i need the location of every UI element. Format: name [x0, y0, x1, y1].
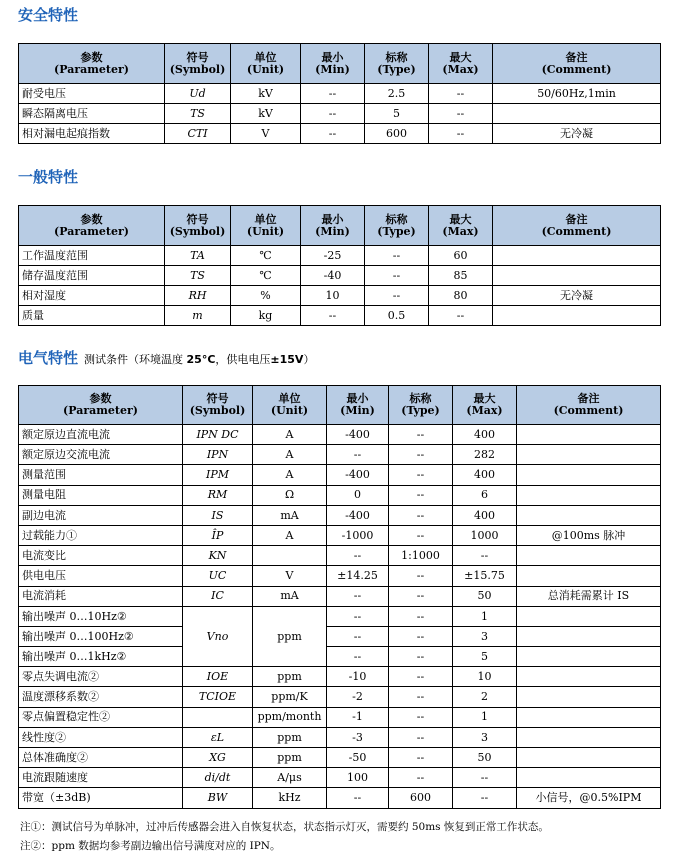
- cell-parameter: 瞬态隔离电压: [19, 104, 165, 124]
- cell-comment: [517, 606, 661, 626]
- cell-max: 282: [453, 445, 517, 465]
- cell-unit: [253, 546, 327, 566]
- header-type: [365, 206, 429, 246]
- cell-max: --: [429, 104, 493, 124]
- cell-min: -25: [301, 246, 365, 266]
- cell-parameter: 过载能力①: [19, 525, 183, 545]
- cell-symbol: Ud: [165, 84, 231, 104]
- table-row: [19, 246, 661, 266]
- table-row: [19, 748, 661, 768]
- cell-max: 1: [453, 606, 517, 626]
- header-symbol-zh: 符号: [186, 212, 209, 226]
- header-max-en: (Max): [442, 62, 479, 76]
- cell-type: --: [389, 626, 453, 646]
- cell-comment: [517, 566, 661, 586]
- cell-unit: mA: [253, 586, 327, 606]
- cell-type: --: [365, 266, 429, 286]
- header-min: [301, 44, 365, 84]
- cell-parameter: 测量电阻: [19, 485, 183, 505]
- header-type-en: (Type): [377, 224, 416, 238]
- cell-symbol: di/dt: [183, 768, 253, 788]
- cell-type: 0.5: [365, 306, 429, 326]
- header-symbol: [165, 44, 231, 84]
- header-type-zh: 标称: [385, 50, 408, 64]
- cell-type: 2.5: [365, 84, 429, 104]
- header-comment-en: (Comment): [541, 62, 612, 76]
- cell-symbol: KN: [183, 546, 253, 566]
- header-max: [429, 206, 493, 246]
- header-unit: [231, 206, 301, 246]
- cell-unit: ppm: [253, 606, 327, 667]
- header-type: [389, 386, 453, 425]
- header-min-en: (Min): [340, 404, 375, 417]
- cell-symbol: m: [165, 306, 231, 326]
- cell-type: --: [389, 425, 453, 445]
- table-row: [19, 687, 661, 707]
- cell-symbol: TS: [165, 104, 231, 124]
- table-row: [19, 485, 661, 505]
- table-row: [19, 707, 661, 727]
- header-type: [365, 44, 429, 84]
- cell-type: --: [389, 687, 453, 707]
- cell-max: 3: [453, 727, 517, 747]
- cell-symbol: IPN DC: [183, 425, 253, 445]
- header-comment-zh: 备注: [565, 50, 588, 64]
- cell-unit: ℃: [231, 266, 301, 286]
- cell-parameter: 温度漂移系数②: [19, 687, 183, 707]
- header-max-zh: 最大: [473, 392, 496, 406]
- cell-max: 3: [453, 626, 517, 646]
- cell-min: --: [327, 546, 389, 566]
- cell-symbol: IOE: [183, 667, 253, 687]
- cell-parameter: 储存温度范围: [19, 266, 165, 286]
- cell-symbol: RH: [165, 286, 231, 306]
- test-condition: 测试条件（环境温度 25°C，供电电压±15V）: [84, 353, 315, 366]
- cell-min: ±14.25: [327, 566, 389, 586]
- table-row: [19, 606, 661, 626]
- cell-unit: ppm/month: [253, 707, 327, 727]
- cell-min: -400: [327, 425, 389, 445]
- cell-max: --: [453, 768, 517, 788]
- table-row: [19, 788, 661, 808]
- table-row: [19, 727, 661, 747]
- cell-unit: ppm: [253, 667, 327, 687]
- header-symbol-zh: 符号: [206, 392, 229, 406]
- cell-comment: [517, 687, 661, 707]
- cell-comment: [517, 505, 661, 525]
- header-comment-zh: 备注: [577, 392, 600, 406]
- general-table: [18, 205, 661, 326]
- cell-unit: ℃: [231, 246, 301, 266]
- cell-symbol: IPN: [183, 445, 253, 465]
- cell-min: --: [327, 606, 389, 626]
- table-row: [19, 546, 661, 566]
- header-symbol-en: (Symbol): [189, 404, 246, 417]
- cell-min: -2: [327, 687, 389, 707]
- cell-unit: A: [253, 525, 327, 545]
- cell-type: 1:1000: [389, 546, 453, 566]
- cell-unit: Ω: [253, 485, 327, 505]
- cell-type: 600: [389, 788, 453, 808]
- cell-min: --: [327, 626, 389, 646]
- cell-type: --: [365, 286, 429, 306]
- cell-min: --: [327, 445, 389, 465]
- header-unit-en: (Unit): [270, 404, 309, 417]
- cell-min: 100: [327, 768, 389, 788]
- header-type-zh: 标称: [409, 392, 432, 406]
- cell-type: --: [389, 586, 453, 606]
- cell-type: 600: [365, 124, 429, 144]
- cell-parameter: 电流跟随速度: [19, 768, 183, 788]
- table-row: [19, 266, 661, 286]
- header-parameter-en: (Parameter): [54, 62, 129, 76]
- cell-symbol: TA: [165, 246, 231, 266]
- cell-comment: [517, 667, 661, 687]
- cell-comment: @100ms 脉冲: [517, 525, 661, 545]
- cell-type: --: [389, 566, 453, 586]
- cell-min: 0: [327, 485, 389, 505]
- cell-unit: A: [253, 465, 327, 485]
- cell-max: --: [453, 788, 517, 808]
- electrical-title: 电气特性: [18, 349, 79, 367]
- cell-comment: 无冷凝: [493, 124, 661, 144]
- cell-max: 10: [453, 667, 517, 687]
- cell-min: --: [327, 788, 389, 808]
- header-type-en: (Type): [401, 404, 440, 417]
- header-max-en: (Max): [442, 224, 479, 238]
- header-parameter: [19, 206, 165, 246]
- table-row: [19, 104, 661, 124]
- header-max-en: (Max): [466, 404, 503, 417]
- header-comment-zh: 备注: [565, 212, 588, 226]
- cell-symbol: RM: [183, 485, 253, 505]
- header-unit-zh: 单位: [278, 392, 301, 406]
- cell-min: --: [301, 104, 365, 124]
- header-min-zh: 最小: [346, 392, 369, 406]
- cell-max: --: [429, 306, 493, 326]
- footnote-2: 注②：ppm 数据均参考副边输出信号满度对应的 IPN。: [20, 840, 281, 852]
- cell-unit: kV: [231, 84, 301, 104]
- header-symbol: [183, 386, 253, 425]
- cell-symbol: IS: [183, 505, 253, 525]
- cell-unit: mA: [253, 505, 327, 525]
- electrical-table: [18, 385, 661, 809]
- cell-min: -1: [327, 707, 389, 727]
- cell-parameter: 线性度②: [19, 727, 183, 747]
- cell-max: 1: [453, 707, 517, 727]
- cell-parameter: 电流变比: [19, 546, 183, 566]
- header-unit-zh: 单位: [254, 212, 277, 226]
- table-row: [19, 465, 661, 485]
- cell-unit: A: [253, 425, 327, 445]
- header-type-zh: 标称: [385, 212, 408, 226]
- cell-symbol: TCIOE: [183, 687, 253, 707]
- cell-comment: [517, 748, 661, 768]
- cell-parameter: 总体准确度②: [19, 748, 183, 768]
- table-header-row: [19, 386, 661, 425]
- cell-unit: A/μs: [253, 768, 327, 788]
- header-min-en: (Min): [315, 224, 350, 238]
- safety-table: [18, 43, 661, 144]
- cell-unit: kg: [231, 306, 301, 326]
- cell-parameter: 带宽（±3dB): [19, 788, 183, 808]
- cell-symbol: BW: [183, 788, 253, 808]
- header-min-en: (Min): [315, 62, 350, 76]
- cell-symbol: IC: [183, 586, 253, 606]
- cell-type: --: [389, 667, 453, 687]
- table-row: [19, 586, 661, 606]
- header-parameter-zh: 参数: [89, 392, 112, 406]
- cell-symbol: UC: [183, 566, 253, 586]
- footnote-1: 注①：测试信号为单脉冲，过冲后传感器会进入自恢复状态，状态指示灯灭，需要约 50ms 恢复到正常工作状态。: [20, 821, 549, 833]
- header-max-zh: 最大: [449, 50, 472, 64]
- cell-comment: [493, 246, 661, 266]
- cell-parameter: 相对湿度: [19, 286, 165, 306]
- table-header-row: [19, 44, 661, 84]
- header-parameter: [19, 44, 165, 84]
- cell-parameter: 输出噪声 0…10Hz②: [19, 606, 183, 626]
- cell-unit: ppm: [253, 727, 327, 747]
- table-row: [19, 647, 661, 667]
- cell-type: --: [389, 768, 453, 788]
- cell-comment: [493, 306, 661, 326]
- cell-min: -40: [301, 266, 365, 286]
- cell-type: --: [389, 505, 453, 525]
- cell-max: 2: [453, 687, 517, 707]
- header-unit-en: (Unit): [246, 224, 285, 238]
- header-symbol-zh: 符号: [186, 50, 209, 64]
- cell-comment: [517, 647, 661, 667]
- cell-max: --: [453, 546, 517, 566]
- cell-symbol: TS: [165, 266, 231, 286]
- cell-max: 400: [453, 465, 517, 485]
- table-row: [19, 124, 661, 144]
- table-row: [19, 626, 661, 646]
- header-symbol-en: (Symbol): [169, 224, 226, 238]
- cell-parameter: 输出噪声 0…100Hz②: [19, 626, 183, 646]
- cell-max: 5: [453, 647, 517, 667]
- electrical-section-title: [18, 347, 314, 368]
- cell-parameter: 供电电压: [19, 566, 183, 586]
- header-unit-en: (Unit): [246, 62, 285, 76]
- cell-min: --: [301, 306, 365, 326]
- table-row: [19, 306, 661, 326]
- cell-parameter: 零点偏置稳定性②: [19, 707, 183, 727]
- safety-section-title: 安全特性: [18, 6, 79, 24]
- cell-symbol: IPM: [183, 465, 253, 485]
- cell-min: -400: [327, 505, 389, 525]
- cell-type: --: [389, 445, 453, 465]
- table-row: [19, 525, 661, 545]
- cell-parameter: 质量: [19, 306, 165, 326]
- cell-max: 6: [453, 485, 517, 505]
- cell-unit: %: [231, 286, 301, 306]
- header-min-zh: 最小: [321, 50, 344, 64]
- cell-symbol: εL: [183, 727, 253, 747]
- header-symbol-en: (Symbol): [169, 62, 226, 76]
- header-min: [301, 206, 365, 246]
- cell-max: --: [429, 124, 493, 144]
- cell-symbol: [183, 707, 253, 727]
- cell-comment: [493, 104, 661, 124]
- cell-parameter: 额定原边交流电流: [19, 445, 183, 465]
- cell-comment: [517, 626, 661, 646]
- header-unit: [231, 44, 301, 84]
- cell-max: 400: [453, 425, 517, 445]
- cell-comment: [517, 425, 661, 445]
- cell-comment: 小信号，@0.5%IPM: [517, 788, 661, 808]
- table-row: [19, 566, 661, 586]
- header-parameter-zh: 参数: [80, 50, 103, 64]
- cell-type: --: [389, 748, 453, 768]
- cell-max: --: [429, 84, 493, 104]
- cell-min: --: [327, 647, 389, 667]
- cell-unit: kV: [231, 104, 301, 124]
- cell-max: 50: [453, 748, 517, 768]
- cell-type: --: [389, 606, 453, 626]
- cell-comment: 总消耗需累计 IS: [517, 586, 661, 606]
- cell-min: -400: [327, 465, 389, 485]
- table-header-row: [19, 206, 661, 246]
- header-min-zh: 最小: [321, 212, 344, 226]
- cell-max: 400: [453, 505, 517, 525]
- cell-comment: [517, 727, 661, 747]
- header-parameter-en: (Parameter): [54, 224, 129, 238]
- cell-min: --: [327, 586, 389, 606]
- cell-parameter: 测量范围: [19, 465, 183, 485]
- header-comment: [493, 44, 661, 84]
- header-comment: [493, 206, 661, 246]
- header-type-en: (Type): [377, 62, 416, 76]
- cell-parameter: 副边电流: [19, 505, 183, 525]
- cell-symbol: Vno: [183, 606, 253, 667]
- header-unit-zh: 单位: [254, 50, 277, 64]
- cell-parameter: 输出噪声 0…1kHz②: [19, 647, 183, 667]
- cell-type: --: [389, 485, 453, 505]
- cell-symbol: XG: [183, 748, 253, 768]
- header-max: [453, 386, 517, 425]
- cell-type: 5: [365, 104, 429, 124]
- cell-min: -3: [327, 727, 389, 747]
- cell-parameter: 工作温度范围: [19, 246, 165, 266]
- cell-parameter: 零点失调电流②: [19, 667, 183, 687]
- cell-symbol: CTI: [165, 124, 231, 144]
- cell-type: --: [389, 525, 453, 545]
- table-row: [19, 425, 661, 445]
- cell-parameter: 电流消耗: [19, 586, 183, 606]
- table-row: [19, 768, 661, 788]
- table-row: [19, 84, 661, 104]
- cell-max: ±15.75: [453, 566, 517, 586]
- cell-unit: ppm: [253, 748, 327, 768]
- cell-parameter: 耐受电压: [19, 84, 165, 104]
- header-min: [327, 386, 389, 425]
- cell-max: 1000: [453, 525, 517, 545]
- cell-comment: [493, 266, 661, 286]
- cell-comment: [517, 707, 661, 727]
- cell-min: 10: [301, 286, 365, 306]
- cell-comment: [517, 768, 661, 788]
- cell-min: --: [301, 84, 365, 104]
- header-max-zh: 最大: [449, 212, 472, 226]
- cell-unit: A: [253, 445, 327, 465]
- cell-unit: V: [253, 566, 327, 586]
- cell-min: -10: [327, 667, 389, 687]
- cell-comment: [517, 546, 661, 566]
- header-comment-en: (Comment): [541, 224, 612, 238]
- cell-unit: ppm/K: [253, 687, 327, 707]
- cell-parameter: 相对漏电起痕指数: [19, 124, 165, 144]
- header-max: [429, 44, 493, 84]
- header-parameter-en: (Parameter): [63, 404, 138, 417]
- header-comment-en: (Comment): [553, 404, 624, 417]
- header-unit: [253, 386, 327, 425]
- cell-min: -1000: [327, 525, 389, 545]
- header-symbol: [165, 206, 231, 246]
- table-row: [19, 445, 661, 465]
- cell-comment: 无冷凝: [493, 286, 661, 306]
- cell-max: 85: [429, 266, 493, 286]
- header-parameter: [19, 386, 183, 425]
- cell-max: 50: [453, 586, 517, 606]
- cell-unit: kHz: [253, 788, 327, 808]
- cell-type: --: [389, 647, 453, 667]
- cell-min: -50: [327, 748, 389, 768]
- cell-type: --: [389, 465, 453, 485]
- cell-max: 80: [429, 286, 493, 306]
- cell-type: --: [365, 246, 429, 266]
- cell-unit: V: [231, 124, 301, 144]
- cell-type: --: [389, 727, 453, 747]
- table-row: [19, 667, 661, 687]
- cell-comment: [517, 465, 661, 485]
- cell-comment: [517, 445, 661, 465]
- header-comment: [517, 386, 661, 425]
- cell-type: --: [389, 707, 453, 727]
- cell-parameter: 额定原边直流电流: [19, 425, 183, 445]
- header-parameter-zh: 参数: [80, 212, 103, 226]
- table-row: [19, 505, 661, 525]
- cell-comment: [517, 485, 661, 505]
- cell-symbol: ÎP: [183, 525, 253, 545]
- cell-max: 60: [429, 246, 493, 266]
- cell-min: --: [301, 124, 365, 144]
- cell-comment: 50/60Hz,1min: [493, 84, 661, 104]
- general-section-title: 一般特性: [18, 168, 79, 186]
- table-row: [19, 286, 661, 306]
